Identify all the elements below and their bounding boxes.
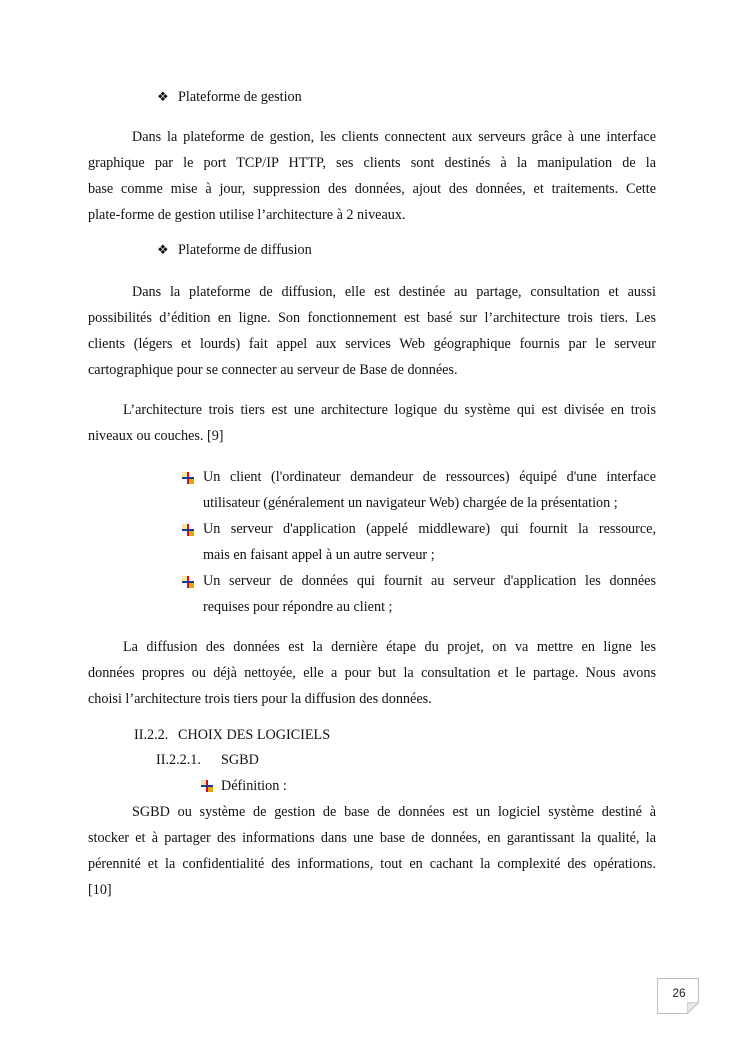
page-number: 26 xyxy=(672,986,686,1000)
diamond-bullet-icon: ❖ xyxy=(157,89,169,104)
tier-bullet-icon xyxy=(182,524,194,536)
sgbd-line-2: stocker et à partager des informations dans une base de données, en garantissant la qualité, la xyxy=(88,830,656,846)
diffusion-para-line-2: données propres ou déjà nettoyée, elle a pour but la consultation et le partage. Nous avons xyxy=(88,665,656,681)
heading-choix-number: II.2.2. xyxy=(134,727,169,743)
tier-bullet-icon xyxy=(182,576,194,588)
diffusion-line-2: possibilités d’édition en ligne. Son fonctionnement est basé sur l’architecture trois tiers. Les xyxy=(88,310,656,326)
tier-dataserver-line-1: Un serveur de données qui fournit au serveur d'application les données xyxy=(203,573,656,589)
heading-sgbd-number: II.2.2.1. xyxy=(156,752,201,768)
page-fold-icon xyxy=(687,1002,699,1014)
diffusion-line-3: clients (légers et lourds) fait appel aux services Web géographique fournis par le serveur xyxy=(88,336,656,352)
heading-sgbd-title: SGBD xyxy=(221,752,259,768)
sgbd-line-3: pérennité et la confidentialité des informations, tout en cachant la complexité des opérations. xyxy=(88,856,656,872)
heading-choix-title: CHOIX DES LOGICIELS xyxy=(178,727,331,743)
tier-client-line-2: utilisateur (généralement un navigateur Web) chargée de la présentation ; xyxy=(203,495,618,511)
architecture-line-1: L’architecture trois tiers est une architecture logique du système qui est divisée en trois xyxy=(123,402,656,418)
definition-bullet-icon xyxy=(201,780,213,792)
gestion-line-3: base comme mise à jour, suppression des données, ajout des données, et traitements. Cette xyxy=(88,181,656,197)
tier-bullet-icon xyxy=(182,472,194,484)
section-heading-gestion: Plateforme de gestion xyxy=(178,89,302,105)
tier-appserver-line-1: Un serveur d'application (appelé middleware) qui fournit la ressource, xyxy=(203,521,656,537)
gestion-line-4: plate-forme de gestion utilise l’architecture à 2 niveaux. xyxy=(88,207,406,223)
gestion-line-1: Dans la plateforme de gestion, les clients connectent aux serveurs grâce à une interface xyxy=(132,129,656,145)
diffusion-line-4: cartographique pour se connecter au serveur de Base de données. xyxy=(88,362,458,378)
architecture-line-2: niveaux ou couches. [9] xyxy=(88,428,224,444)
page-number-box xyxy=(657,978,699,1014)
sgbd-line-1: SGBD ou système de gestion de base de données est un logiciel système destiné à xyxy=(132,804,656,820)
diamond-bullet-icon: ❖ xyxy=(157,242,169,257)
diffusion-line-1: Dans la plateforme de diffusion, elle est destinée au partage, consultation et aussi xyxy=(132,284,656,300)
diffusion-para-line-1: La diffusion des données est la dernière étape du projet, on va mettre en ligne les xyxy=(123,639,656,655)
diffusion-para-line-3: choisi l’architecture trois tiers pour la diffusion des données. xyxy=(88,691,432,707)
sgbd-line-4: [10] xyxy=(88,882,112,898)
gestion-line-2: graphique par le port TCP/IP HTTP, ses clients sont destinés à la manipulation de la xyxy=(88,155,656,171)
tier-dataserver-line-2: requises pour répondre au client ; xyxy=(203,599,393,615)
section-heading-diffusion: Plateforme de diffusion xyxy=(178,242,312,258)
tier-client-line-1: Un client (l'ordinateur demandeur de ressources) équipé d'une interface xyxy=(203,469,656,485)
tier-appserver-line-2: mais en faisant appel à un autre serveur ; xyxy=(203,547,435,563)
definition-label: Définition : xyxy=(221,778,287,794)
